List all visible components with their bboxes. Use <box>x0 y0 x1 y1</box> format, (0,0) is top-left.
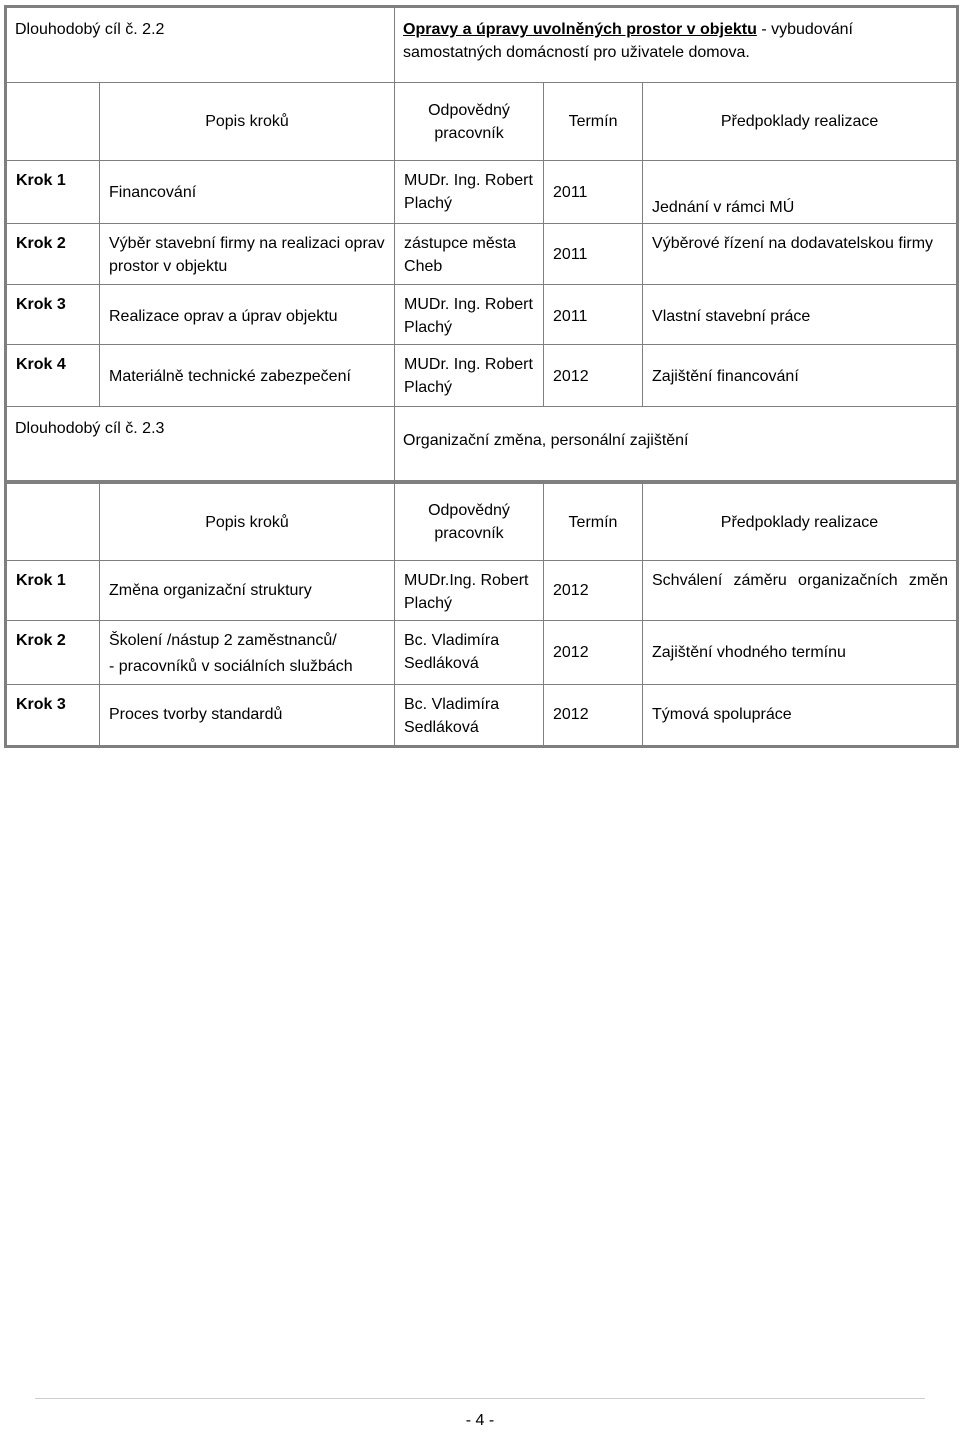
footer-divider <box>35 1398 925 1399</box>
step-label: Krok 3 <box>6 285 100 345</box>
step-prerequisites: Schválení záměru organizačních změn <box>643 561 958 621</box>
header-prerequisites: Předpoklady realizace <box>643 83 958 161</box>
step-responsible: Bc. Vladimíra Sedláková <box>395 685 544 747</box>
goal-description-underlined: Opravy a úpravy uvolněných prostor v objektu <box>403 21 757 38</box>
step-responsible: MUDr. Ing. Robert Plachý <box>395 345 544 407</box>
goal-description-rest: - vybudování samostatných domácností pro uživatele domova. <box>403 21 853 61</box>
step-description-line1: Školení /nástup 2 zaměstnanců/ <box>109 632 337 649</box>
step-label: Krok 2 <box>6 621 100 685</box>
step-label: Krok 1 <box>6 561 100 621</box>
header-steps: Popis kroků <box>100 83 395 161</box>
step-prerequisites: Týmová spolupráce <box>643 685 958 747</box>
step-term: 2011 <box>544 161 643 224</box>
header-empty <box>6 483 100 561</box>
step-prerequisites: Výběrové řízení na dodavatelskou firmy <box>643 224 958 285</box>
step-responsible: zástupce města Cheb <box>395 224 544 285</box>
step-responsible: Bc. Vladimíra Sedláková <box>395 621 544 685</box>
header-term: Termín <box>544 483 643 561</box>
step-term: 2012 <box>544 621 643 685</box>
step-term: 2011 <box>544 285 643 345</box>
step-prerequisites: Jednání v rámci MÚ <box>643 161 958 224</box>
step-label: Krok 1 <box>6 161 100 224</box>
step-term: 2011 <box>544 224 643 285</box>
header-steps: Popis kroků <box>100 483 395 561</box>
header-term: Termín <box>544 83 643 161</box>
header-prerequisites: Předpoklady realizace <box>643 483 958 561</box>
step-prerequisites: Zajištění vhodného termínu <box>643 621 958 685</box>
step-responsible: MUDr.Ing. Robert Plachý <box>395 561 544 621</box>
step-term: 2012 <box>544 345 643 407</box>
step-description: Výběr stavební firmy na realizaci oprav prostor v objektu <box>100 224 395 285</box>
goal-description: Organizační změna, personální zajištění <box>395 407 958 482</box>
step-responsible: MUDr. Ing. Robert Plachý <box>395 161 544 224</box>
step-description: Realizace oprav a úprav objektu <box>100 285 395 345</box>
step-description: Proces tvorby standardů <box>100 685 395 747</box>
header-responsible: Odpovědný pracovník <box>395 483 544 561</box>
step-description: Financování <box>100 161 395 224</box>
goal-title: Dlouhodobý cíl č. 2.3 <box>6 407 395 482</box>
table-row <box>6 161 958 224</box>
step-prerequisites: Zajištění financování <box>643 345 958 407</box>
step-responsible: MUDr. Ing. Robert Plachý <box>395 285 544 345</box>
step-label: Krok 2 <box>6 224 100 285</box>
step-term: 2012 <box>544 685 643 747</box>
goal-title: Dlouhodobý cíl č. 2.2 <box>6 7 395 83</box>
step-term: 2012 <box>544 561 643 621</box>
table-row <box>6 685 958 747</box>
goal-table <box>4 5 959 483</box>
goal-table <box>4 481 959 748</box>
step-description: Materiálně technické zabezpečení <box>100 345 395 407</box>
step-description: Změna organizační struktury <box>100 561 395 621</box>
step-label: Krok 3 <box>6 685 100 747</box>
step-description <box>100 621 395 685</box>
step-description-line2: - pracovníků v sociálních službách <box>109 658 353 675</box>
goal-description <box>395 7 958 83</box>
page-number: - 4 - <box>465 1412 495 1429</box>
table-row <box>6 345 958 407</box>
header-empty <box>6 83 100 161</box>
table-row <box>6 224 958 285</box>
table-row <box>6 285 958 345</box>
table-row <box>6 621 958 685</box>
step-prerequisites: Vlastní stavební práce <box>643 285 958 345</box>
header-responsible: Odpovědný pracovník <box>395 83 544 161</box>
table-row <box>6 561 958 621</box>
step-label: Krok 4 <box>6 345 100 407</box>
